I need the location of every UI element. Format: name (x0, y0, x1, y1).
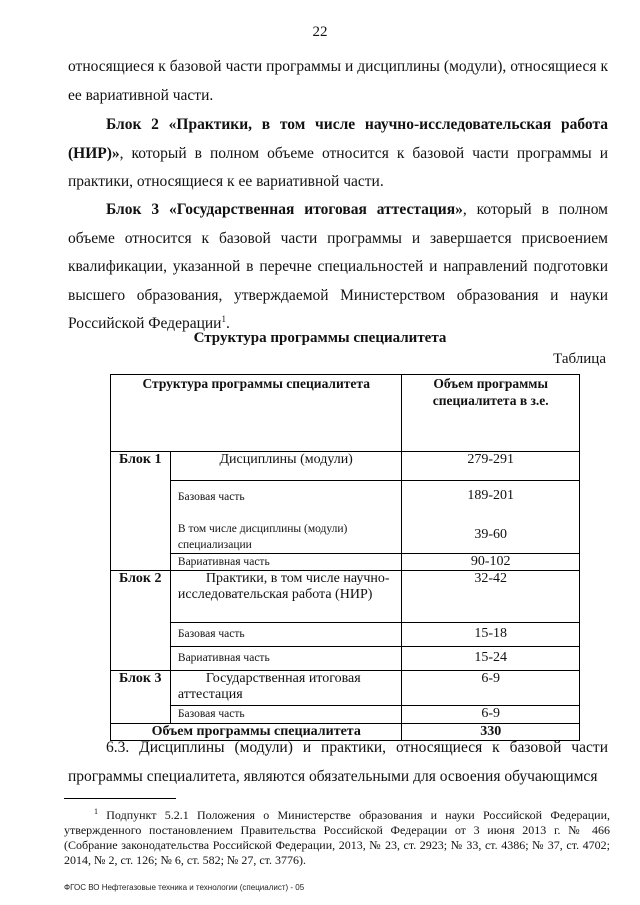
total-value: 330 (402, 723, 580, 740)
page-number: 22 (312, 24, 328, 40)
table-title: Структура программы специалитета (193, 330, 447, 346)
block-3-title: Государственная итоговая аттестация (177, 671, 361, 702)
paragraph-3-rest: , который в полном объеме относится к базовой части программы и завершается присвоением квалификации, указанной в перечне специальностей и направлений подготовки высшего образования, утверждаемой Министерством образования и науки Российской Федерации (68, 201, 608, 332)
block-2-title: Практики, в том числе научно-исследовательская работа (НИР) (177, 570, 390, 602)
block-1-specialization-value: 39-60 (402, 517, 580, 554)
paragraph-3 (68, 196, 608, 339)
block-1-title: Дисциплины (модули) (170, 452, 402, 481)
block-2-variable-value: 15-24 (402, 647, 580, 671)
page-footer: ФГОС ВО Нефтегазовые техника и технологии (специалист) - 05 (64, 883, 305, 892)
table-row (111, 705, 580, 723)
block-2-basic-value: 15-18 (402, 623, 580, 647)
program-structure-table (110, 374, 580, 741)
block-1-basic-label: Базовая часть (170, 480, 402, 517)
footnote-mark: 1 (94, 807, 98, 816)
block-3-value: 6-9 (402, 671, 580, 706)
block-3-basic-label: Базовая часть (170, 705, 402, 723)
block-1-basic-value: 189-201 (402, 480, 580, 517)
paragraph-2-bold: Блок 2 «Практики, в том числе научно-исследовательская работа (НИР)» (68, 116, 608, 162)
table-row (111, 553, 580, 570)
table-row (111, 647, 580, 671)
table-label: Таблица (553, 351, 606, 367)
block-2-variable-label: Вариативная часть (170, 647, 402, 671)
block-1-variable-label: Вариативная часть (170, 553, 402, 570)
table-row (111, 452, 580, 481)
table-row (111, 517, 580, 554)
block-3-name: Блок 3 (111, 671, 171, 706)
total-label: Объем программы специалитета (111, 723, 402, 740)
table-row (111, 671, 580, 706)
block-2-basic-label: Базовая часть (170, 623, 402, 647)
block-2-name: Блок 2 (111, 570, 171, 623)
table-row (111, 480, 580, 517)
block-1-variable-value: 90-102 (402, 553, 580, 570)
block-2-value: 32-42 (402, 570, 580, 623)
paragraph-3-bold: Блок 3 «Государственная итоговая аттестация» (106, 201, 463, 218)
footnote-divider (64, 798, 176, 799)
paragraph-2-rest: , который в полном объеме относится к базовой части программы и практики, относящиеся к ее вариативной части. (68, 144, 608, 190)
header-volume: Объем программы специалитета в з.е. (402, 375, 580, 452)
paragraph-4: 6.3. Дисциплины (модули) и практики, относящиеся к базовой части программы специалитета, являются обязательными для освоения обучающимся (68, 739, 608, 785)
block-1-specialization-label: В том числе дисциплины (модули) специализации (170, 517, 402, 554)
paragraph-1: относящиеся к базовой части программы и дисциплины (модули), относящиеся к ее вариативной части. (68, 58, 608, 104)
footnote (64, 804, 610, 868)
block-1-name: Блок 1 (111, 452, 171, 481)
header-structure: Структура программы специалитета (111, 375, 402, 452)
footnote-text: Подпункт 5.2.1 Положения о Министерстве образования и науки Российской Федерации, утвержденного постановлением Правительства Российской Федерации от 3 июня 2013 г. № 466 (Собрание законодательства Российской Федерации, 2013, № 23, ст. 2923; № 33, ст. 4386; № 37, ст. 4702; 2014, № 2, ст. 126; № 6, ст. 582; № 27, ст. 3776). (64, 808, 611, 867)
paragraph-3-end: . (225, 315, 230, 332)
paragraph-2 (68, 111, 608, 197)
footnote-reference: 1 (221, 314, 226, 324)
table-header-row (111, 375, 580, 452)
table-row (111, 570, 580, 623)
block-1-value: 279-291 (402, 452, 580, 481)
block-3-basic-value: 6-9 (402, 705, 580, 723)
table-row (111, 623, 580, 647)
